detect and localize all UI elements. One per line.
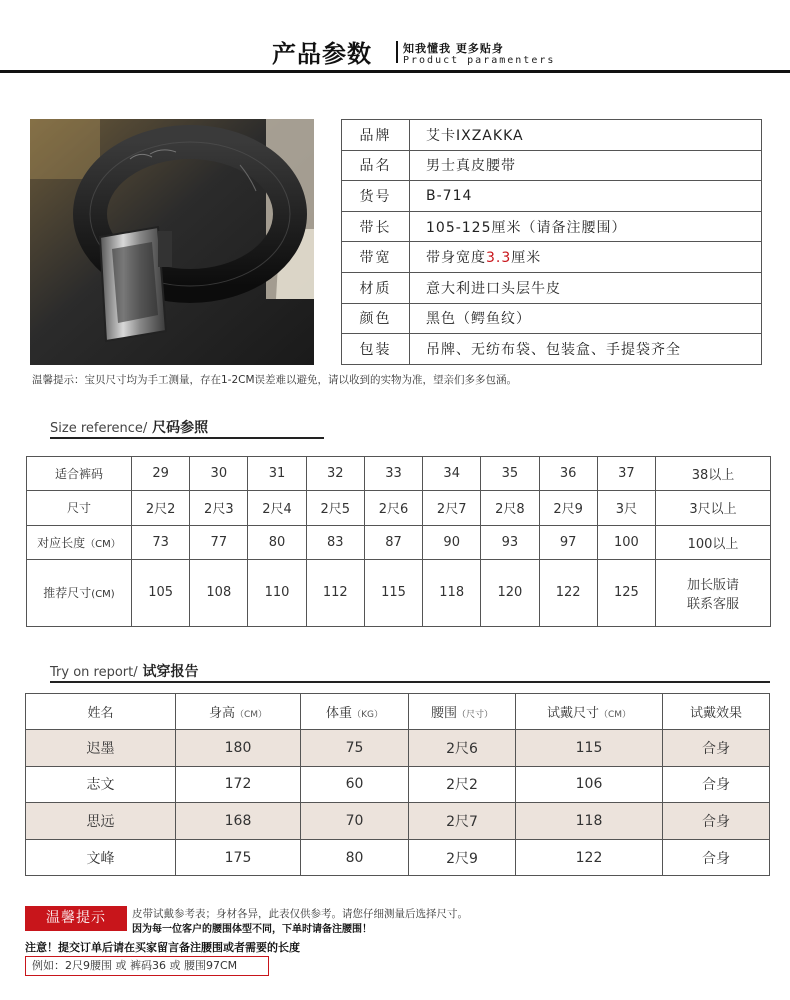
column-header-unit: （CM） <box>234 710 268 720</box>
spec-value: 男士真皮腰带 <box>410 150 762 181</box>
spec-table <box>341 119 762 365</box>
table-row <box>27 457 771 491</box>
warm-tip-badge: 温馨提示 <box>25 906 127 931</box>
table-row <box>26 803 770 840</box>
table-cell: 168 <box>176 803 301 840</box>
row-header <box>27 559 132 626</box>
table-cell: 2尺4 <box>248 491 306 525</box>
spec-value: 黑色（鳄鱼纹） <box>410 303 762 334</box>
subtitle-cn: 知我懂我 更多贴身 <box>403 42 504 55</box>
column-header-unit: （尺寸） <box>457 710 494 720</box>
section-rule <box>50 437 324 439</box>
spec-row <box>342 120 762 151</box>
page-header <box>0 0 790 78</box>
table-cell: 172 <box>176 766 301 803</box>
table-cell: 文峰 <box>26 839 176 876</box>
section-rule <box>50 681 770 683</box>
table-cell: 37 <box>597 457 655 491</box>
table-cell: 70 <box>301 803 409 840</box>
size-section-header <box>50 417 324 439</box>
table-cell: 2尺8 <box>481 491 539 525</box>
table-cell: 80 <box>301 839 409 876</box>
table-cell: 115 <box>364 559 422 626</box>
spec-label: 品牌 <box>342 120 410 151</box>
spec-row <box>342 150 762 181</box>
section-title-en: Try on report/ <box>50 665 138 680</box>
try-section-header <box>50 661 770 683</box>
spec-label: 货号 <box>342 181 410 212</box>
table-cell: 2尺2 <box>132 491 190 525</box>
table-cell: 2尺7 <box>409 803 516 840</box>
try-on-table <box>25 693 770 876</box>
row-header <box>27 525 132 559</box>
table-row <box>26 730 770 767</box>
table-cell: 83 <box>306 525 364 559</box>
belt-illustration <box>30 119 314 365</box>
table-cell: 77 <box>190 525 248 559</box>
column-header <box>409 694 516 730</box>
table-cell: 2尺6 <box>409 730 516 767</box>
table-cell: 180 <box>176 730 301 767</box>
table-row <box>27 525 771 559</box>
spec-row <box>342 303 762 334</box>
table-cell: 108 <box>190 559 248 626</box>
table-cell: 2尺9 <box>539 491 597 525</box>
contact-service-line1: 加长版请 <box>686 577 739 593</box>
table-cell: 31 <box>248 457 306 491</box>
table-cell: 175 <box>176 839 301 876</box>
table-cell: 35 <box>481 457 539 491</box>
column-header <box>663 694 770 730</box>
table-cell: 3尺 <box>597 491 655 525</box>
spec-label: 品名 <box>342 150 410 181</box>
table-cell: 106 <box>516 766 663 803</box>
size-table <box>26 456 771 627</box>
table-cell: 合身 <box>663 730 770 767</box>
table-cell: 38以上 <box>656 457 771 491</box>
column-header-label: 姓名 <box>87 706 114 721</box>
column-header <box>26 694 176 730</box>
column-header-label: 腰围 <box>430 706 457 721</box>
spec-label: 包装 <box>342 334 410 365</box>
table-row <box>26 766 770 803</box>
table-cell: 105 <box>132 559 190 626</box>
table-cell: 90 <box>423 525 481 559</box>
table-cell: 115 <box>516 730 663 767</box>
spec-value <box>410 242 762 273</box>
table-cell: 100以上 <box>656 525 771 559</box>
page-title: 产品参数 <box>272 40 372 68</box>
table-cell: 120 <box>481 559 539 626</box>
table-header-row <box>26 694 770 730</box>
spec-value: B-714 <box>410 181 762 212</box>
section-title-cn: 尺码参照 <box>147 420 209 436</box>
row-header-unit: （CM） <box>85 538 121 550</box>
spec-value-highlight: 3.3 <box>486 250 512 267</box>
table-cell: 迟墨 <box>26 730 176 767</box>
spec-value: 105-125厘米（请备注腰围） <box>410 211 762 242</box>
row-header-label: 对应长度 <box>37 535 86 550</box>
row-header-label: 推荐尺寸 <box>43 586 92 601</box>
table-cell: 2尺9 <box>409 839 516 876</box>
section-title-cn: 试穿报告 <box>137 664 199 680</box>
spec-label: 材质 <box>342 272 410 303</box>
spec-label: 带长 <box>342 211 410 242</box>
table-cell: 75 <box>301 730 409 767</box>
spec-row <box>342 242 762 273</box>
table-cell: 80 <box>248 525 306 559</box>
spec-value: 吊牌、无纺布袋、包装盒、手提袋齐全 <box>410 334 762 365</box>
table-cell: 2尺7 <box>423 491 481 525</box>
table-cell: 93 <box>481 525 539 559</box>
subtitle-en: Product paramenters <box>403 55 556 66</box>
table-cell: 36 <box>539 457 597 491</box>
table-cell: 30 <box>190 457 248 491</box>
column-header <box>301 694 409 730</box>
spec-value-prefix: 带身宽度 <box>426 250 486 267</box>
spec-row <box>342 272 762 303</box>
table-cell: 110 <box>248 559 306 626</box>
column-header <box>516 694 663 730</box>
table-cell: 118 <box>516 803 663 840</box>
column-header <box>176 694 301 730</box>
table-cell: 33 <box>364 457 422 491</box>
spec-value-suffix: 厘米 <box>511 250 542 267</box>
table-cell <box>656 559 771 626</box>
table-row <box>26 839 770 876</box>
table-cell: 2尺2 <box>409 766 516 803</box>
table-cell: 2尺5 <box>306 491 364 525</box>
order-notice: 注意！提交订单后请在买家留言备注腰围或者需要的长度 <box>25 941 300 954</box>
column-header-unit: （KG） <box>352 710 383 720</box>
table-cell: 122 <box>516 839 663 876</box>
column-header-label: 试戴尺寸 <box>546 706 599 721</box>
table-cell: 112 <box>306 559 364 626</box>
footer-note: 皮带试戴参考表；身材各异，此表仅供参考。请您仔细测量后选择尺寸。 <box>132 908 468 920</box>
order-example: 例如：2尺9腰围 或 裤码36 或 腰围97CM <box>25 956 269 976</box>
product-photo <box>30 119 314 365</box>
table-row <box>27 491 771 525</box>
table-cell: 思远 <box>26 803 176 840</box>
spec-label: 颜色 <box>342 303 410 334</box>
table-cell: 87 <box>364 525 422 559</box>
table-cell: 2尺3 <box>190 491 248 525</box>
spec-row <box>342 334 762 365</box>
spec-value: 艾卡IXZAKKA <box>410 120 762 151</box>
row-header: 尺寸 <box>27 491 132 525</box>
table-cell: 3尺以上 <box>656 491 771 525</box>
contact-service-line2: 联系客服 <box>686 596 739 612</box>
table-cell: 29 <box>132 457 190 491</box>
column-header-label: 体重 <box>326 706 353 721</box>
table-cell: 2尺6 <box>364 491 422 525</box>
table-cell: 34 <box>423 457 481 491</box>
table-cell: 118 <box>423 559 481 626</box>
spec-row <box>342 181 762 212</box>
table-row <box>27 559 771 626</box>
table-cell: 合身 <box>663 766 770 803</box>
spec-label: 带宽 <box>342 242 410 273</box>
table-cell: 60 <box>301 766 409 803</box>
column-header-label: 试戴效果 <box>689 706 742 721</box>
title-divider <box>396 41 398 63</box>
column-header-label: 身高 <box>208 706 235 721</box>
spec-value: 意大利进口头层牛皮 <box>410 272 762 303</box>
table-cell: 合身 <box>663 803 770 840</box>
table-cell: 73 <box>132 525 190 559</box>
header-rule <box>0 70 790 73</box>
section-title-en: Size reference/ <box>50 421 148 436</box>
table-cell: 122 <box>539 559 597 626</box>
measurement-tip: 温馨提示：宝贝尺寸均为手工测量，存在1-2CM误差难以避免，请以收到的实物为准，望亲们多多包涵。 <box>32 374 518 386</box>
table-cell: 125 <box>597 559 655 626</box>
column-header-unit: （CM） <box>598 710 632 720</box>
table-cell: 32 <box>306 457 364 491</box>
row-header-unit: (CM) <box>91 589 115 601</box>
table-cell: 志文 <box>26 766 176 803</box>
table-cell: 合身 <box>663 839 770 876</box>
spec-row <box>342 211 762 242</box>
table-cell: 97 <box>539 525 597 559</box>
row-header: 适合裤码 <box>27 457 132 491</box>
table-cell: 100 <box>597 525 655 559</box>
footer-note-bold: 因为每一位客户的腰围体型不同，下单时请备注腰围！ <box>132 924 372 935</box>
